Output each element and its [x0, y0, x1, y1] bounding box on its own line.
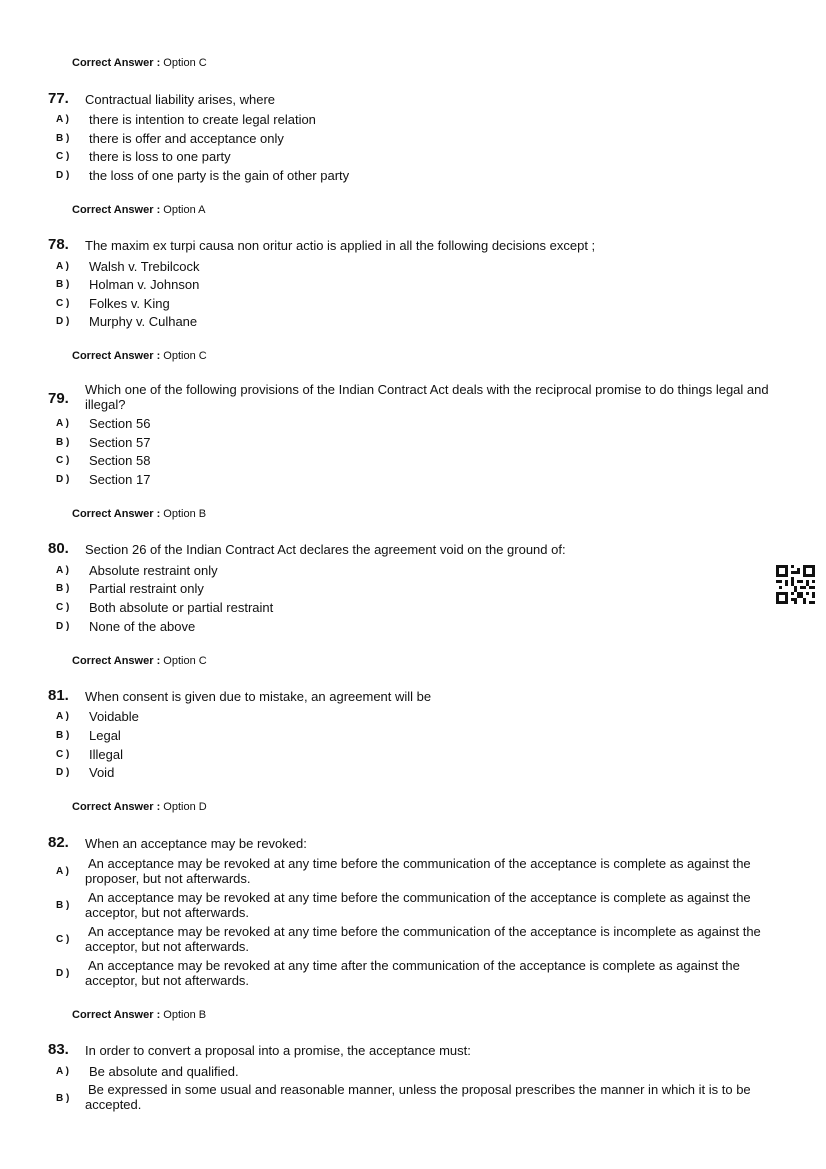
option-text: Void — [89, 765, 115, 780]
question-number: 80. — [48, 540, 69, 557]
option-label: B ) — [56, 437, 70, 448]
correct-answer-value: Option C — [163, 350, 207, 362]
option-label: B ) — [56, 583, 70, 594]
option-label: B ) — [56, 730, 70, 741]
option-text: Legal — [89, 728, 121, 743]
option-label: A ) — [56, 418, 69, 429]
option-label: A ) — [56, 261, 69, 272]
correct-answer — [72, 800, 207, 814]
option-text: Walsh v. Trebilcock — [89, 259, 200, 274]
option-label: C ) — [56, 455, 70, 466]
correct-answer — [72, 203, 206, 217]
option-label: A ) — [56, 114, 69, 125]
option-label: D ) — [56, 170, 70, 181]
option-text: Folkes v. King — [89, 296, 170, 311]
question-number: 82. — [48, 834, 69, 851]
question-number: 81. — [48, 687, 69, 704]
question-text: When an acceptance may be revoked: — [85, 836, 307, 851]
correct-answer-label: Correct Answer : — [72, 655, 161, 667]
correct-answer-label: Correct Answer : — [72, 508, 161, 520]
option-text: Section 58 — [89, 453, 151, 468]
option-label: B ) — [56, 133, 70, 144]
correct-answer-value: Option C — [163, 655, 207, 667]
question-text: In order to convert a proposal into a promise, the acceptance must: — [85, 1043, 471, 1058]
correct-answer — [72, 507, 206, 521]
correct-answer — [72, 349, 207, 363]
correct-answer — [72, 56, 207, 70]
question-text: Section 26 of the Indian Contract Act declares the agreement void on the ground of: — [85, 542, 566, 557]
question-number: 77. — [48, 90, 69, 107]
option-label: B ) — [56, 1093, 70, 1104]
correct-answer — [72, 1008, 206, 1022]
option-label: A ) — [56, 1066, 69, 1077]
option-text: An acceptance may be revoked at any time before the communication of the acceptance is complete as against the acceptor, but not afterwards. — [85, 890, 751, 920]
option-label: C ) — [56, 151, 70, 162]
option-text: Partial restraint only — [89, 581, 204, 596]
question-text: Contractual liability arises, where — [85, 92, 276, 107]
question-number: 78. — [48, 236, 69, 253]
option-label: D ) — [56, 316, 70, 327]
option-text: Voidable — [89, 709, 139, 724]
option-text: Section 56 — [89, 416, 151, 431]
option-text: Both absolute or partial restraint — [89, 600, 274, 615]
option-text: there is offer and acceptance only — [89, 131, 284, 146]
correct-answer-value: Option B — [163, 508, 207, 520]
correct-answer-value: Option A — [163, 204, 206, 216]
question-text: When consent is given due to mistake, an agreement will be — [85, 689, 432, 704]
correct-answer-label: Correct Answer : — [72, 801, 161, 813]
option-label: D ) — [56, 968, 70, 979]
correct-answer — [72, 654, 207, 668]
option-text: Murphy v. Culhane — [89, 314, 198, 329]
option-text: there is intention to create legal relation — [89, 112, 316, 127]
question-text: The maxim ex turpi causa non oritur actio is applied in all the following decisions except ; — [85, 238, 596, 253]
option-text: Holman v. Johnson — [89, 277, 200, 292]
option-label: B ) — [56, 900, 70, 911]
correct-answer-label: Correct Answer : — [72, 204, 161, 216]
option-label: D ) — [56, 474, 70, 485]
option-text: there is loss to one party — [89, 149, 231, 164]
option-text: Be expressed in some usual and reasonable manner, unless the proposal prescribes the manner in which it is to be accepted. — [85, 1082, 751, 1112]
option-label: C ) — [56, 602, 70, 613]
correct-answer-value: Option C — [163, 57, 207, 69]
option-label: C ) — [56, 749, 70, 760]
correct-answer-label: Correct Answer : — [72, 350, 161, 362]
option-label: C ) — [56, 934, 70, 945]
option-label: B ) — [56, 279, 70, 290]
option-label: D ) — [56, 767, 70, 778]
correct-answer-label: Correct Answer : — [72, 1009, 161, 1021]
option-label: C ) — [56, 298, 70, 309]
option-text: Absolute restraint only — [89, 563, 218, 578]
question-number: 83. — [48, 1041, 69, 1058]
question-number: 79. — [48, 390, 69, 407]
option-text: An acceptance may be revoked at any time before the communication of the acceptance is incomplete as against the acceptor, but not afterwards. — [85, 924, 761, 954]
option-text: Illegal — [89, 747, 123, 762]
correct-answer-value: Option D — [163, 801, 207, 813]
option-text: Section 17 — [89, 472, 151, 487]
option-text: the loss of one party is the gain of other party — [89, 168, 350, 183]
qr-code-icon — [776, 565, 815, 604]
correct-answer-label: Correct Answer : — [72, 57, 161, 69]
question-text: Which one of the following provisions of the Indian Contract Act deals with the reciprocal promise to do things legal and illegal? — [85, 382, 769, 412]
option-text: None of the above — [89, 619, 196, 634]
option-text: Be absolute and qualified. — [89, 1064, 239, 1079]
option-label: A ) — [56, 565, 69, 576]
option-text: An acceptance may be revoked at any time after the communication of the acceptance is complete as against the acceptor, but not afterwards. — [85, 958, 740, 988]
option-label: A ) — [56, 711, 69, 722]
correct-answer-value: Option B — [163, 1009, 207, 1021]
option-label: A ) — [56, 866, 69, 877]
option-label: D ) — [56, 621, 70, 632]
option-text: Section 57 — [89, 435, 151, 450]
option-text: An acceptance may be revoked at any time before the communication of the acceptance is complete as against the proposer, but not afterwards. — [85, 856, 751, 886]
